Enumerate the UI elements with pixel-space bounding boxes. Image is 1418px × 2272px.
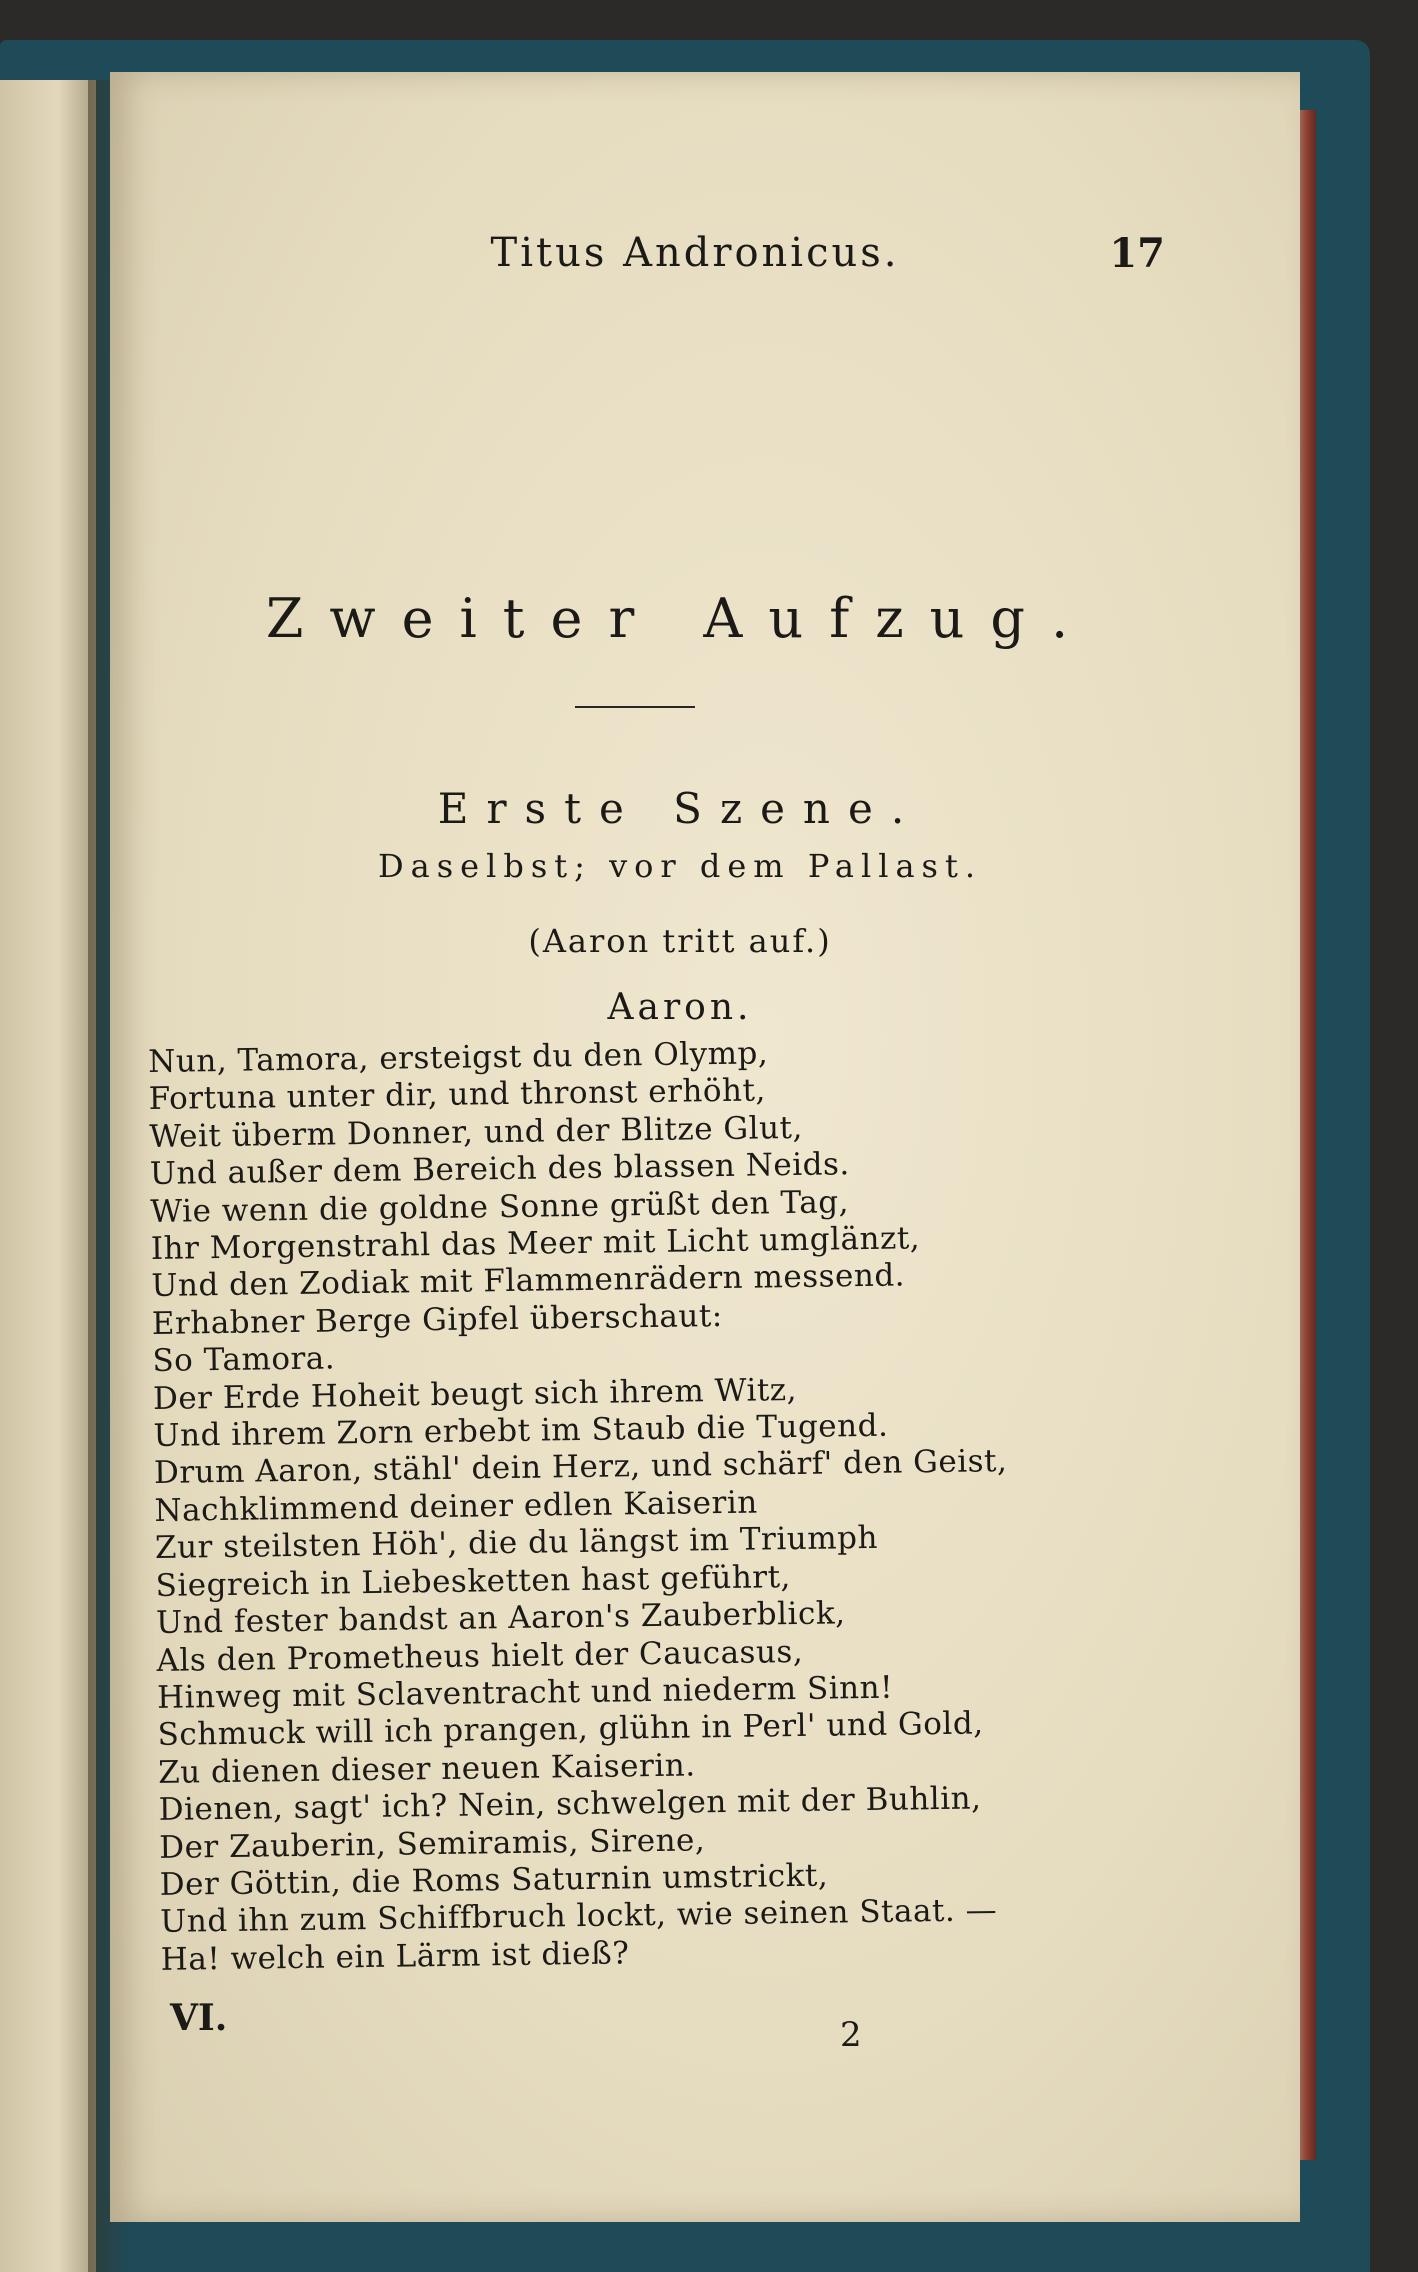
verse-line: Und fester bandst an Aaron's Zauberblick, (155, 1595, 846, 1642)
scene-setting: Daselbst; vor dem Pallast. (378, 847, 982, 885)
scene-title: Erste Szene. (437, 784, 923, 833)
verse-line: Zur steilsten Höh', die du längst im Triumph (154, 1520, 879, 1567)
verse-line: Und den Zodiak mit Flammenrädern messend. (151, 1257, 906, 1305)
verse-line: Nun, Tamora, ersteigst du den Olymp, (148, 1035, 769, 1080)
verse-block (148, 1030, 1161, 1979)
verse-line: Der Erde Hoheit beugt sich ihrem Witz, (152, 1371, 798, 1417)
verse-line: Drum Aaron, stähl' dein Herz, und schärf' den Geist, (153, 1443, 1008, 1492)
speaker-name: Aaron. (607, 987, 753, 1028)
verse-line: Weit überm Donner, und der Blitze Glut, (149, 1109, 804, 1155)
verse-line: Nachklimmend deiner edlen Kaiserin (154, 1484, 758, 1529)
verse-line: Wie wenn die goldne Sonne grüßt den Tag, (150, 1183, 850, 1230)
sheet-number: 2 (840, 2015, 862, 2055)
verse-line: Zu dienen dieser neuen Kaiserin. (157, 1747, 696, 1791)
verse-line: Der Göttin, die Roms Saturnin umstrickt, (159, 1857, 829, 1903)
verse-line: Der Zauberin, Semiramis, Sirene, (158, 1821, 706, 1866)
verse-line: Fortuna unter dir, und thronst erhöht, (148, 1072, 767, 1118)
running-header: Titus Andronicus. (490, 230, 900, 276)
verse-line: Und ihrem Zorn erbebt im Staub die Tugend. (153, 1407, 889, 1455)
signature-mark: VI. (170, 1997, 228, 2039)
page-number: 17 (1109, 230, 1165, 277)
book-page (110, 72, 1300, 2222)
verse-line: So Tamora. (152, 1340, 336, 1380)
act-title: Zweiter Aufzug. (265, 587, 1095, 650)
verse-line: Als den Prometheus hielt der Caucasus, (156, 1633, 804, 1679)
verse-line: Ihr Morgenstrahl das Meer mit Licht umglänzt, (150, 1220, 921, 1268)
verse-line: Ha! welch ein Lärm ist dieß? (160, 1935, 630, 1978)
verse-line: Und ihn zum Schiffbruch lockt, wie seinen Staat. — (160, 1892, 998, 1941)
verse-line: Siegreich in Liebesketten hast geführt, (155, 1558, 792, 1604)
verse-line: Und außer dem Bereich des blassen Neids. (149, 1146, 850, 1193)
divider-rule (575, 706, 695, 708)
verse-line: Schmuck will ich prangen, glühn in Perl' und Gold, (157, 1705, 984, 1754)
stage-direction: (Aaron tritt auf.) (528, 922, 832, 960)
verse-line: Hinweg mit Sclaventracht und niederm Sinn! (156, 1669, 894, 1716)
verse-line: Dienen, sagt' ich? Nein, schwelgen mit der Buhlin, (158, 1780, 982, 1829)
left-page-edge (0, 80, 96, 2272)
verse-line: Erhabner Berge Gipfel überschaut: (151, 1297, 723, 1342)
